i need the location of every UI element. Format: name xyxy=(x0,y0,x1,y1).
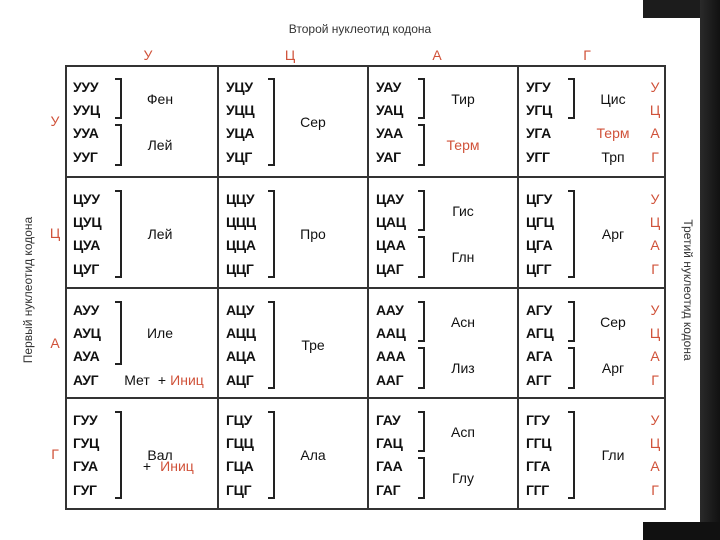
amino-acid-label: Лей xyxy=(147,226,173,242)
codon: ЦЦА xyxy=(226,237,256,253)
codon: АЦГ xyxy=(226,372,254,388)
bracket-icon xyxy=(568,190,575,278)
codon: ААА xyxy=(376,348,406,364)
second-nucleotide-3: Г xyxy=(583,47,591,63)
amino-acid-label: Лей xyxy=(147,137,173,153)
codon: УЦА xyxy=(226,125,255,141)
codon: АГГ xyxy=(526,372,552,388)
codon: УГЦ xyxy=(526,102,552,118)
codon: ЦУЦ xyxy=(73,214,102,230)
amino-acid-label: Арг xyxy=(601,226,625,242)
slide-edge-right xyxy=(700,0,720,540)
amino-acid-label: Асп xyxy=(451,423,475,440)
codon: АУЦ xyxy=(73,325,101,341)
codon: ЦГА xyxy=(526,237,553,253)
codon: ЦГЦ xyxy=(526,214,554,230)
amino-acid-label: Терм xyxy=(446,137,480,153)
bracket-icon xyxy=(115,411,122,499)
first-nucleotide-label: Первый нуклеотид кодона xyxy=(21,216,35,364)
amino-acid-label: Ала xyxy=(300,447,326,463)
bracket-icon xyxy=(418,411,425,452)
codon: ГУА xyxy=(73,458,98,474)
codon: УАЦ xyxy=(376,102,404,118)
codon: ГГУ xyxy=(526,412,550,428)
bracket-icon xyxy=(268,78,275,166)
codon: ЦУА xyxy=(73,237,101,253)
third-nucleotide-1-0: У xyxy=(650,191,660,207)
third-nucleotide-0-3: Г xyxy=(651,149,659,165)
codon: ГАГ xyxy=(376,482,401,498)
codon: ГГА xyxy=(526,458,551,474)
codon: УУГ xyxy=(73,149,98,165)
amino-acid-label: Глн xyxy=(451,249,475,265)
codon: АУА xyxy=(73,348,100,364)
codon: ЦГУ xyxy=(526,191,552,207)
codon: ААГ xyxy=(376,372,404,388)
codon: ГУГ xyxy=(73,482,97,498)
amino-acid-label: Лиз xyxy=(451,360,475,376)
bracket-icon xyxy=(418,236,425,278)
third-nucleotide-2-3: Г xyxy=(651,372,659,388)
first-nucleotide-2: А xyxy=(50,335,60,351)
codon: ГЦУ xyxy=(226,412,252,428)
codon: ГЦЦ xyxy=(226,435,254,451)
third-nucleotide-1-1: Ц xyxy=(649,214,661,230)
amino-acid-label: Гли xyxy=(601,447,625,463)
third-nucleotide-3-3: Г xyxy=(651,482,659,498)
codon: ААУ xyxy=(376,302,404,318)
column-divider xyxy=(517,65,519,510)
codon: УЦГ xyxy=(226,149,252,165)
amino-acid-label: Мет xyxy=(124,372,150,388)
amino-acid-label: Вал xyxy=(147,447,173,463)
codon: ЦАЦ xyxy=(376,214,406,230)
codon: ЦУГ xyxy=(73,261,99,277)
codon: АЦУ xyxy=(226,302,255,318)
amino-acid-label: Асн xyxy=(450,313,476,330)
codon: ГЦА xyxy=(226,458,254,474)
bracket-icon xyxy=(268,190,275,278)
third-nucleotide-1-3: Г xyxy=(651,261,659,277)
codon: УУУ xyxy=(73,79,99,95)
amino-acid-label: Тре xyxy=(301,337,325,353)
codon: ГАЦ xyxy=(376,435,403,451)
amino-acid-label: Цис xyxy=(600,90,626,107)
first-nucleotide-1: Ц xyxy=(49,224,61,241)
amino-acid-label: Иле xyxy=(146,325,174,341)
bracket-icon xyxy=(115,78,122,119)
codon: ЦАА xyxy=(376,237,406,253)
amino-acid-label: Фен xyxy=(146,90,174,107)
amino-acid-label: Терм xyxy=(596,125,630,141)
codon: АУГ xyxy=(73,372,99,388)
codon: ЦЦЦ xyxy=(226,214,256,230)
bracket-icon xyxy=(568,78,575,119)
bracket-icon xyxy=(568,347,575,389)
first-nucleotide-0: У xyxy=(50,113,60,129)
bracket-icon xyxy=(418,124,425,166)
amino-acid-label: Арг xyxy=(601,360,625,376)
codon: ЦАГ xyxy=(376,261,404,277)
codon: ЦГГ xyxy=(526,261,552,277)
codon: ААЦ xyxy=(376,325,406,341)
codon: ГЦГ xyxy=(226,482,252,498)
bracket-icon xyxy=(268,301,275,389)
third-nucleotide-2-1: Ц xyxy=(649,325,661,341)
third-nucleotide-2-0: У xyxy=(650,302,660,318)
codon: АГЦ xyxy=(526,325,554,341)
third-nucleotide-label: Третий нуклеотид кодона xyxy=(681,219,695,361)
bracket-icon xyxy=(268,411,275,499)
amino-acid-label: Гис xyxy=(452,202,474,219)
codon: АЦЦ xyxy=(226,325,256,341)
third-nucleotide-2-2: А xyxy=(650,348,660,364)
codon: ЦУУ xyxy=(73,191,100,207)
bracket-icon xyxy=(418,190,425,231)
codon: ЦАУ xyxy=(376,191,404,207)
first-nucleotide-3: Г xyxy=(51,446,59,462)
third-nucleotide-3-0: У xyxy=(650,412,660,428)
codon: ЦЦГ xyxy=(226,261,254,277)
bracket-icon xyxy=(568,411,575,499)
codon: ГАУ xyxy=(376,412,401,428)
codon: ГУЦ xyxy=(73,435,99,451)
codon: АГА xyxy=(526,348,553,364)
bracket-icon xyxy=(115,124,122,166)
codon: УУЦ xyxy=(73,102,100,118)
codon: УУА xyxy=(73,125,99,141)
third-nucleotide-0-0: У xyxy=(650,79,660,95)
row-divider xyxy=(65,287,666,289)
initiation-label: Иниц xyxy=(170,372,204,388)
row-divider xyxy=(65,176,666,178)
third-nucleotide-3-1: Ц xyxy=(649,435,661,451)
codon: УАУ xyxy=(376,79,402,95)
plus-sign: + xyxy=(142,458,152,474)
second-nucleotide-2: А xyxy=(432,47,442,63)
codon: УГА xyxy=(526,125,551,141)
row-divider xyxy=(65,397,666,399)
codon: ЦЦУ xyxy=(226,191,255,207)
bracket-icon xyxy=(418,78,425,119)
second-nucleotide-0: У xyxy=(143,47,153,63)
bracket-icon xyxy=(115,190,122,278)
bracket-icon xyxy=(418,457,425,499)
initiation-label: Иниц xyxy=(160,458,194,474)
amino-acid-label: Трп xyxy=(601,149,625,165)
codon: ГГЦ xyxy=(526,435,552,451)
codon: УЦЦ xyxy=(226,102,255,118)
codon: АУУ xyxy=(73,302,100,318)
amino-acid-label: Сер xyxy=(600,313,626,330)
codon: УГУ xyxy=(526,79,551,95)
amino-acid-label: Про xyxy=(300,226,326,242)
codon: УАА xyxy=(376,125,403,141)
third-nucleotide-0-1: Ц xyxy=(649,102,661,118)
third-nucleotide-3-2: А xyxy=(650,458,660,474)
codon: ГГГ xyxy=(526,482,549,498)
plus-sign: + xyxy=(157,372,167,388)
bracket-icon xyxy=(418,301,425,342)
codon: ГАА xyxy=(376,458,403,474)
bracket-icon xyxy=(115,301,122,365)
bracket-icon xyxy=(418,347,425,389)
second-nucleotide-title: Второй нуклеотид кодона xyxy=(288,22,432,36)
codon: АГУ xyxy=(526,302,552,318)
third-nucleotide-1-2: А xyxy=(650,237,660,253)
codon: ГУУ xyxy=(73,412,98,428)
codon: УГГ xyxy=(526,149,550,165)
amino-acid-label: Глу xyxy=(452,470,474,486)
amino-acid-label: Сер xyxy=(300,114,326,130)
slide-edge-bottom xyxy=(643,522,720,540)
codon: УЦУ xyxy=(226,79,253,95)
amino-acid-label: Тир xyxy=(451,90,475,107)
third-nucleotide-0-2: А xyxy=(650,125,660,141)
bracket-icon xyxy=(568,301,575,342)
codon: УАГ xyxy=(376,149,401,165)
codon: АЦА xyxy=(226,348,256,364)
second-nucleotide-1: Ц xyxy=(284,47,296,63)
